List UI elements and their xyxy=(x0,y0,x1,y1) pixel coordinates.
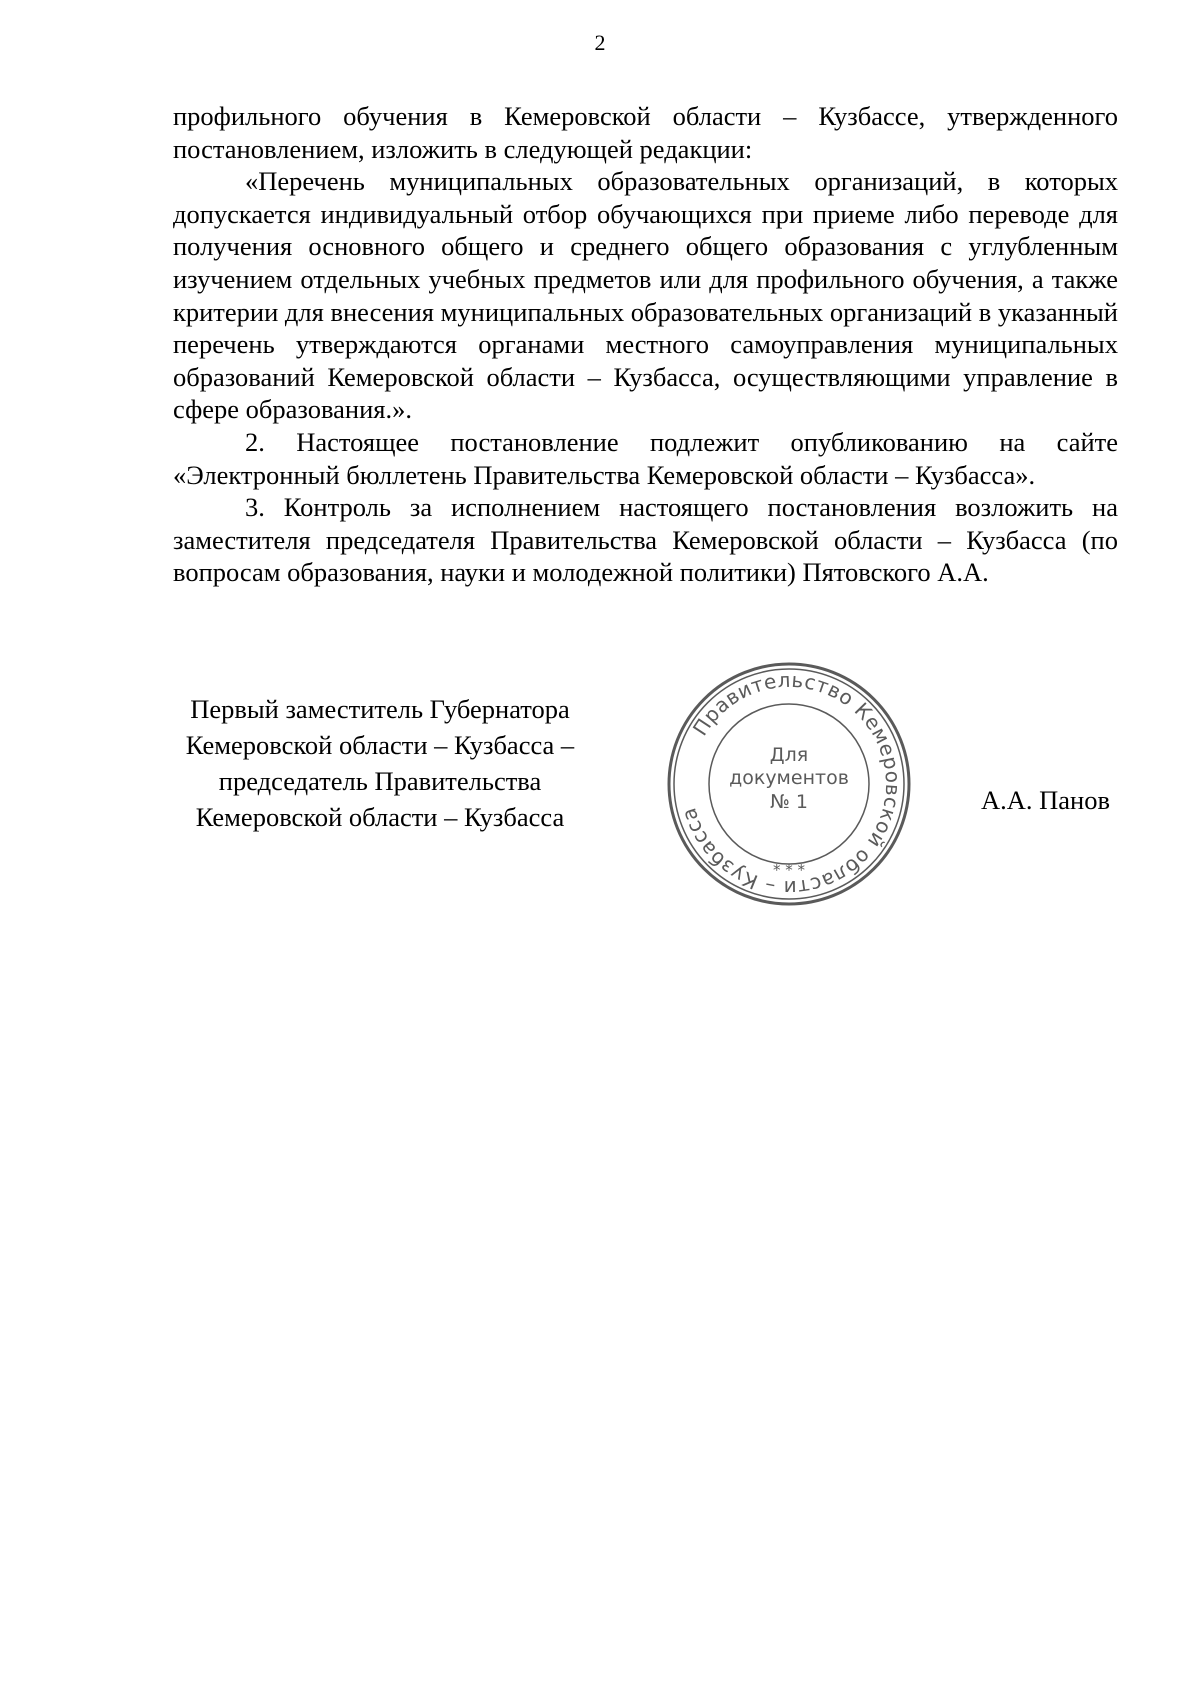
stamp-ring-text: Правительство Кемеровской области – Кузбасса xyxy=(676,667,906,901)
stamp-center-line-3: № 1 xyxy=(770,791,808,813)
paragraph-3: 2. Настоящее постановление подлежит опубликованию на сайте «Электронный бюллетень Правительства Кемеровской области – Кузбасса». xyxy=(173,426,1118,490)
signatory-title-line-3: председатель Правительства xyxy=(218,766,542,796)
stamp-center-line-1: Для xyxy=(769,744,809,766)
signatory-name: А.А. Панов xyxy=(981,785,1110,815)
page-number: 2 xyxy=(594,30,606,55)
official-stamp xyxy=(666,661,912,907)
stamp-stars: * * * xyxy=(772,861,806,879)
body-text xyxy=(173,100,1118,589)
signatory-title-line-1: Первый заместитель Губернатора xyxy=(190,694,570,724)
signatory-title-line-4: Кемеровской области – Кузбасса xyxy=(195,802,565,832)
signatory-title-line-2: Кемеровской области – Кузбасса – xyxy=(185,730,575,760)
paragraph-4: 3. Контроль за исполнением настоящего постановления возложить на заместителя председателя Правительства Кемеровской области – Кузбасса (по вопросам образования, науки и молодежной политики) Пятовского А.А. xyxy=(173,492,1118,588)
paragraph-1: профильного обучения в Кемеровской области – Кузбассе, утвержденного постановлением, изложить в следующей редакции: xyxy=(173,101,1118,164)
signatory-title xyxy=(150,691,610,835)
paragraph-2: «Перечень муниципальных образовательных организаций, в которых допускается индивидуальный отбор обучающихся при приеме либо переводе для получения основного общего и среднего общего образования с углубленным изучением отдельных учебных предметов или для профильного обучения, а также критерии для внесения муниципальных образовательных организаций в указанный перечень утверждаются органами местного самоуправления муниципальных образований Кемеровской области – Кузбасса, осуществляющими управление в сфере образования.». xyxy=(173,166,1118,425)
stamp-center-line-2: документов xyxy=(729,767,849,789)
